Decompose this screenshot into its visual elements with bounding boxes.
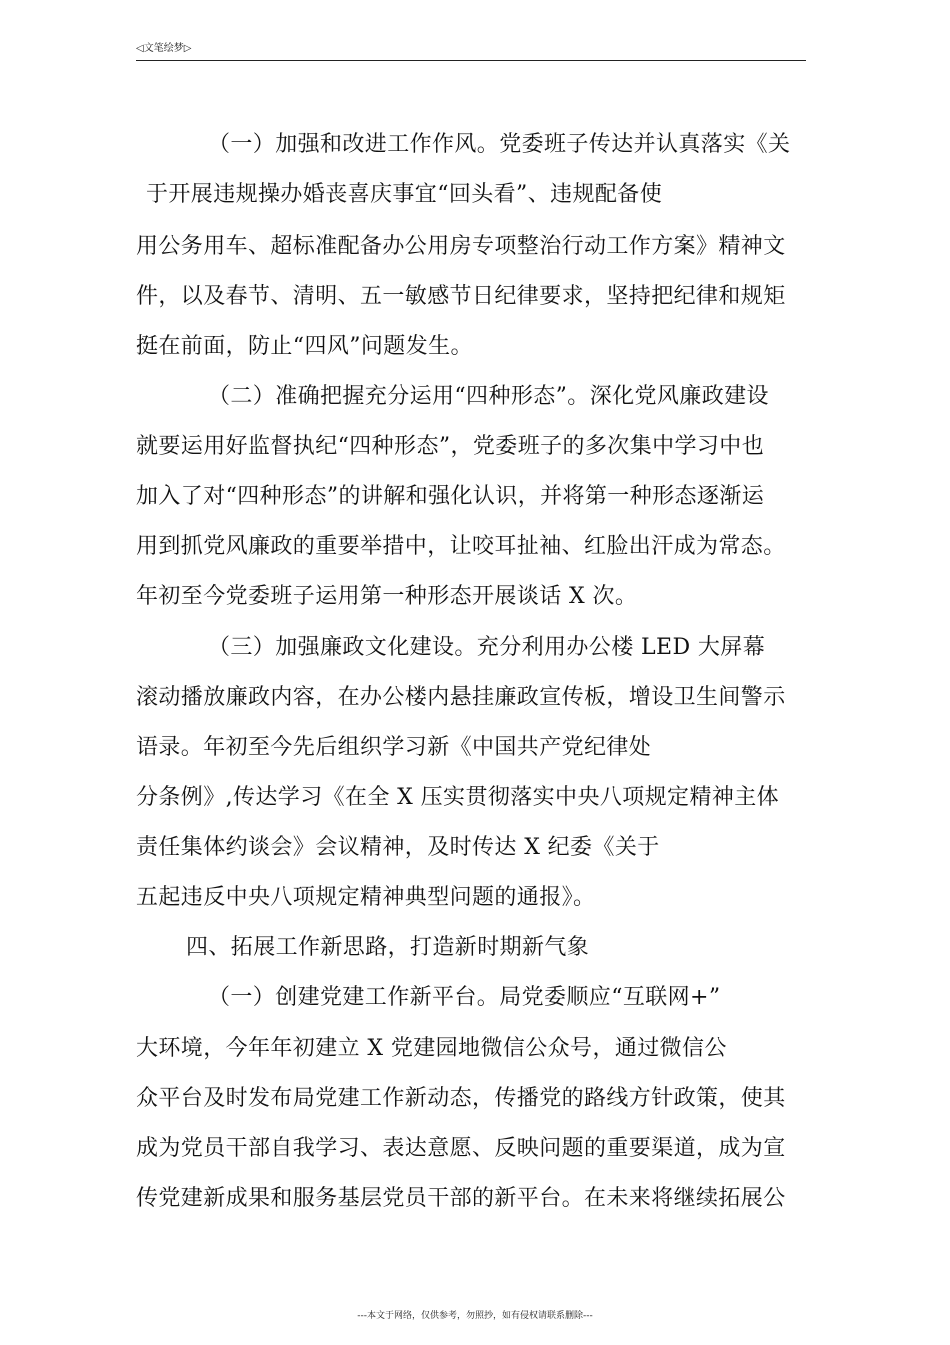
body-line: 责任集体约谈会》会议精神，及时传达 X 纪委《关于	[136, 835, 660, 860]
body-line: 于开展违规操办婚丧喜庆事宜“回头看”、违规配备使	[146, 182, 663, 207]
body-line: 年初至今党委班子运用第一种形态开展谈话 X 次。	[136, 584, 638, 609]
body-line: 用到抓党风廉政的重要举措中，让咬耳扯袖、红脸出汗成为常态。	[136, 534, 786, 559]
body-line: 用公务用车、超标准配备办公用房专项整治行动工作方案》精神文	[136, 234, 786, 259]
body-line: 五起违反中央八项规定精神典型问题的通报》。	[136, 885, 596, 910]
section-heading: 四、拓展工作新思路，打造新时期新气象	[186, 935, 590, 960]
body-line: 挺在前面，防止“四风”问题发生。	[136, 334, 473, 359]
body-line: （一）创建党建工作新平台。局党委顺应“互联网+”	[208, 985, 721, 1010]
body-line: 就要运用好监督执纪“四种形态”，党委班子的多次集中学习中也	[136, 434, 765, 459]
body-line: 加入了对“四种形态”的讲解和强化认识，并将第一种形态逐渐运	[136, 484, 765, 509]
body-line: 滚动播放廉政内容，在办公楼内悬挂廉政宣传板，增设卫生间警示	[136, 685, 786, 710]
footer-disclaimer: ---本文于网络，仅供参考，勿照抄，如有侵权请联系删除---	[357, 1311, 593, 1321]
body-line: （一）加强和改进工作作风。党委班子传达并认真落实《关	[208, 132, 791, 157]
body-line: 众平台及时发布局党建工作新动态，传播党的路线方针政策，使其	[136, 1086, 786, 1111]
body-line: 件，以及春节、清明、五一敏感节日纪律要求，坚持把纪律和规矩	[136, 284, 786, 309]
body-line: （二）准确把握充分运用“四种形态”。深化党风廉政建设	[208, 384, 769, 409]
body-line: 分条例》,传达学习《在全 X 压实贯彻落实中央八项规定精神主体	[136, 785, 780, 810]
body-line: 语录。年初至今先后组织学习新《中国共产党纪律处	[136, 735, 652, 760]
body-line: 成为党员干部自我学习、表达意愿、反映问题的重要渠道，成为宣	[136, 1136, 786, 1161]
body-line: （三）加强廉政文化建设。充分利用办公楼 LED 大屏幕	[208, 635, 766, 660]
body-line: 传党建新成果和服务基层党员干部的新平台。在未来将继续拓展公	[136, 1186, 786, 1211]
header-mark: ◁文笔绘梦▷	[136, 43, 192, 54]
header-rule	[136, 60, 806, 61]
body-line: 大环境，今年年初建立 X 党建园地微信公众号，通过微信公	[136, 1036, 727, 1061]
